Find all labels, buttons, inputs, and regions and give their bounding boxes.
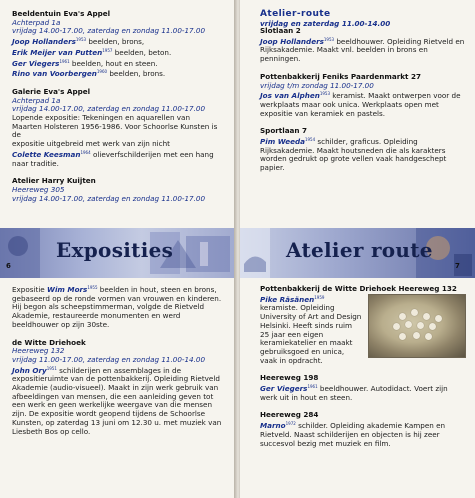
entry-hours: vrijdag 14.00-17.00, zaterdag en zondag 11.00-17.00 — [12, 104, 206, 114]
left-page — [0, 0, 236, 498]
entry-name: Beeldentuin Eva's Appel — [12, 9, 111, 18]
artist-year: 1955 — [87, 285, 98, 290]
left-bottom-column — [12, 284, 228, 445]
artist-name: Colette Keesman — [12, 149, 81, 159]
entry-address: Achterpad 1a — [12, 17, 61, 27]
page-number: 7 — [455, 262, 460, 270]
artist-line — [12, 47, 228, 58]
page-number: 6 — [6, 262, 11, 270]
artist-name: John Ory — [12, 365, 47, 375]
entry-name: Pottenbakkerij Feniks Paardenmarkt 27 — [260, 71, 421, 81]
artist-text: schilder. Opleiding akademie Kampen en Rietveld. Naast schilderijen en objecten is hij zeer succesvol bezig met muziek en film. — [260, 421, 446, 448]
artist-name: Erik Meijer van Putten — [12, 47, 103, 57]
artist-paragraph — [260, 136, 466, 173]
right-page — [240, 0, 475, 498]
entry-heereweg-284 — [260, 411, 466, 448]
artist-line — [12, 68, 228, 79]
entry-hours: vrijdag t/m zondag 11.00-17.00 — [260, 80, 374, 90]
section-title-exposities: Exposities — [56, 238, 174, 262]
entry-text: expositie uitgebreid met werk van zijn nicht — [12, 139, 170, 149]
artist-name: Pike Räsänen — [260, 294, 315, 304]
entry-pottenbakkerij-witte-driehoek — [260, 285, 466, 365]
entry-heereweg-198 — [260, 374, 466, 402]
intro-text: beelden in hout, steen en brons, gebaseerd op de ronde vormen van vrouwen en kinderen. Hij begon als scheepstimmerman, volgde de Rietveld Akademie, restaureerde monumenten en werd beeldhouwer op zijn 30ste. — [12, 285, 222, 329]
right-bottom-column — [260, 285, 466, 457]
artist-text: schilderijen en assemblages in de expositieruimte van de pottenbakkerij. Opleiding Rietveld Akademie (audio-visueel). Maakt in zijn werk gebruik van afbeeldingen van mensen, die een aanleiding geven tot een werk en geen werkelijke weergave van die mensen zijn. De expositie wordt geopend tijdens de Schoorlse Kunsten, op zaterdag 13 juni om 12.30 u. met muziek van Liesbeth Bos op cello. — [12, 365, 222, 436]
entry-hours: vrijdag 14.00-17.00, zaterdag en zondag 11.00-17.00 — [12, 26, 206, 36]
entry-atelier-kuijten — [12, 177, 228, 203]
artist-line — [12, 36, 228, 47]
atelier-route-banner — [240, 228, 475, 278]
artist-text: beelden, beton. — [112, 47, 172, 57]
artist-year: 1959 — [314, 294, 325, 300]
artist-text: beeldhouwer. Opleiding Rietveld en Rijksakademie. Maakt vnl. beelden in brons en penningen. — [260, 36, 465, 64]
artist-year: 1953 — [319, 91, 331, 97]
entry-feniks — [260, 73, 466, 119]
artist-year: 1961 — [59, 58, 70, 64]
entry-address: Heereweg 132 — [12, 346, 65, 356]
artist-year: 1960 — [96, 69, 108, 75]
artist-paragraph — [260, 383, 466, 402]
artist-text: beeldhouwer. Autodidact. Voert zijn werk uit in hout en steen. — [260, 384, 448, 402]
ceramic-bowl-photo — [368, 294, 466, 358]
entry-hours: vrijdag 11.00-17.00, zaterdag en zondag 11.00-14.00 — [12, 354, 206, 364]
entry-name: Heereweg 284 — [260, 410, 319, 420]
artist-text: beelden, brons, — [86, 37, 145, 47]
artist-text: schilder, graficus. Opleiding Rijksakademie. Maakt houtsneden die als karakters worden gedrukt op grote vellen vaak handgeschept papier. — [260, 137, 447, 173]
entry-wim-mors — [12, 284, 228, 330]
entry-text: Lopende expositie: Tekeningen en aquarellen van — [12, 113, 191, 123]
artist-paragraph — [260, 294, 362, 366]
right-top-column — [260, 27, 466, 182]
entry-address: Achterpad 1a — [12, 95, 61, 105]
left-top-column — [12, 10, 228, 212]
artist-name: Rino van Voorbergen — [12, 69, 97, 79]
entry-name: Sportlaan 7 — [260, 126, 308, 136]
artist-text: beelden, hout en steen. — [69, 58, 158, 68]
route-title: Atelier-route — [260, 9, 331, 19]
entry-name: Heereweg 198 — [260, 373, 319, 383]
artist-name: Joop Hollanders — [12, 37, 76, 47]
artist-name: Marno — [260, 421, 286, 431]
artist-year: 1953 — [75, 37, 87, 43]
entry-galerie — [12, 88, 228, 168]
entry-with-photo — [260, 294, 466, 366]
artist-name: Ger Viegers — [12, 58, 60, 68]
intro-paragraph — [12, 284, 228, 330]
artist-name: Jos van Alphen — [260, 91, 320, 101]
section-title-atelier-route: Atelier route — [286, 238, 433, 262]
artist-paragraph — [260, 90, 466, 118]
entry-slotlaan — [260, 27, 466, 64]
artist-text: keramiste. Opleiding University of Art and Design Helsinki. Heeft sinds ruim 25 jaar een eigen keramiekatelier en maakt gebruiksgoed en unica, vaak in opdracht. — [260, 303, 362, 365]
artist-name: Joop Hollanders — [260, 36, 324, 46]
artist-line — [12, 149, 228, 168]
entry-name: de Witte Driehoek — [12, 337, 86, 347]
artist-year: 1954 — [304, 137, 316, 143]
entry-address: Heereweg 305 — [12, 184, 65, 194]
entry-sportlaan — [260, 127, 466, 173]
artist-paragraph — [260, 36, 466, 64]
artist-name: Wim Mors — [47, 285, 88, 294]
artist-year: 1957 — [102, 47, 113, 53]
artist-text: olieverfschilderijen met een hang naar traditie. — [12, 149, 214, 168]
artist-paragraph — [12, 365, 228, 437]
artist-year: 1964 — [80, 149, 91, 155]
entry-name: Slotlaan 2 — [260, 26, 301, 35]
entry-text: Maarten Holsteren 1956-1986. Voor Schoorlse Kunsten is de — [12, 121, 218, 140]
artist-text: beelden, brons. — [107, 69, 166, 79]
entry-name: Pottenbakkerij de Witte Driehoek Heereweg 132 — [260, 284, 457, 293]
artist-paragraph — [260, 420, 466, 448]
artist-line — [12, 58, 228, 69]
route-hours: vrijdag en zaterdag 11.00-14.00 — [260, 19, 391, 28]
artist-text: keramist. Maakt ontwerpen voor de werkplaats maar ook unica. Werkplaats open met expositie van keramiek en pastels. — [260, 91, 461, 118]
artist-name: Ger Viegers — [260, 384, 308, 394]
artist-year: 1972 — [285, 421, 296, 427]
exposities-banner — [0, 228, 236, 278]
entry-name: Galerie Eva's Appel — [12, 86, 91, 96]
entry-hours: vrijdag 14.00-17.00, zaterdag en zondag 11.00-17.00 — [12, 193, 206, 203]
intro-prefix: Expositie — [12, 285, 48, 294]
entry-beeldentuin — [12, 10, 228, 79]
artist-year: 1961 — [307, 384, 318, 390]
artist-name: Pim Weeda — [260, 137, 305, 147]
artist-year: 1951 — [46, 365, 57, 371]
artist-year: 1953 — [323, 36, 335, 42]
entry-name: Atelier Harry Kuijten — [12, 176, 96, 186]
entry-witte-driehoek — [12, 339, 228, 437]
